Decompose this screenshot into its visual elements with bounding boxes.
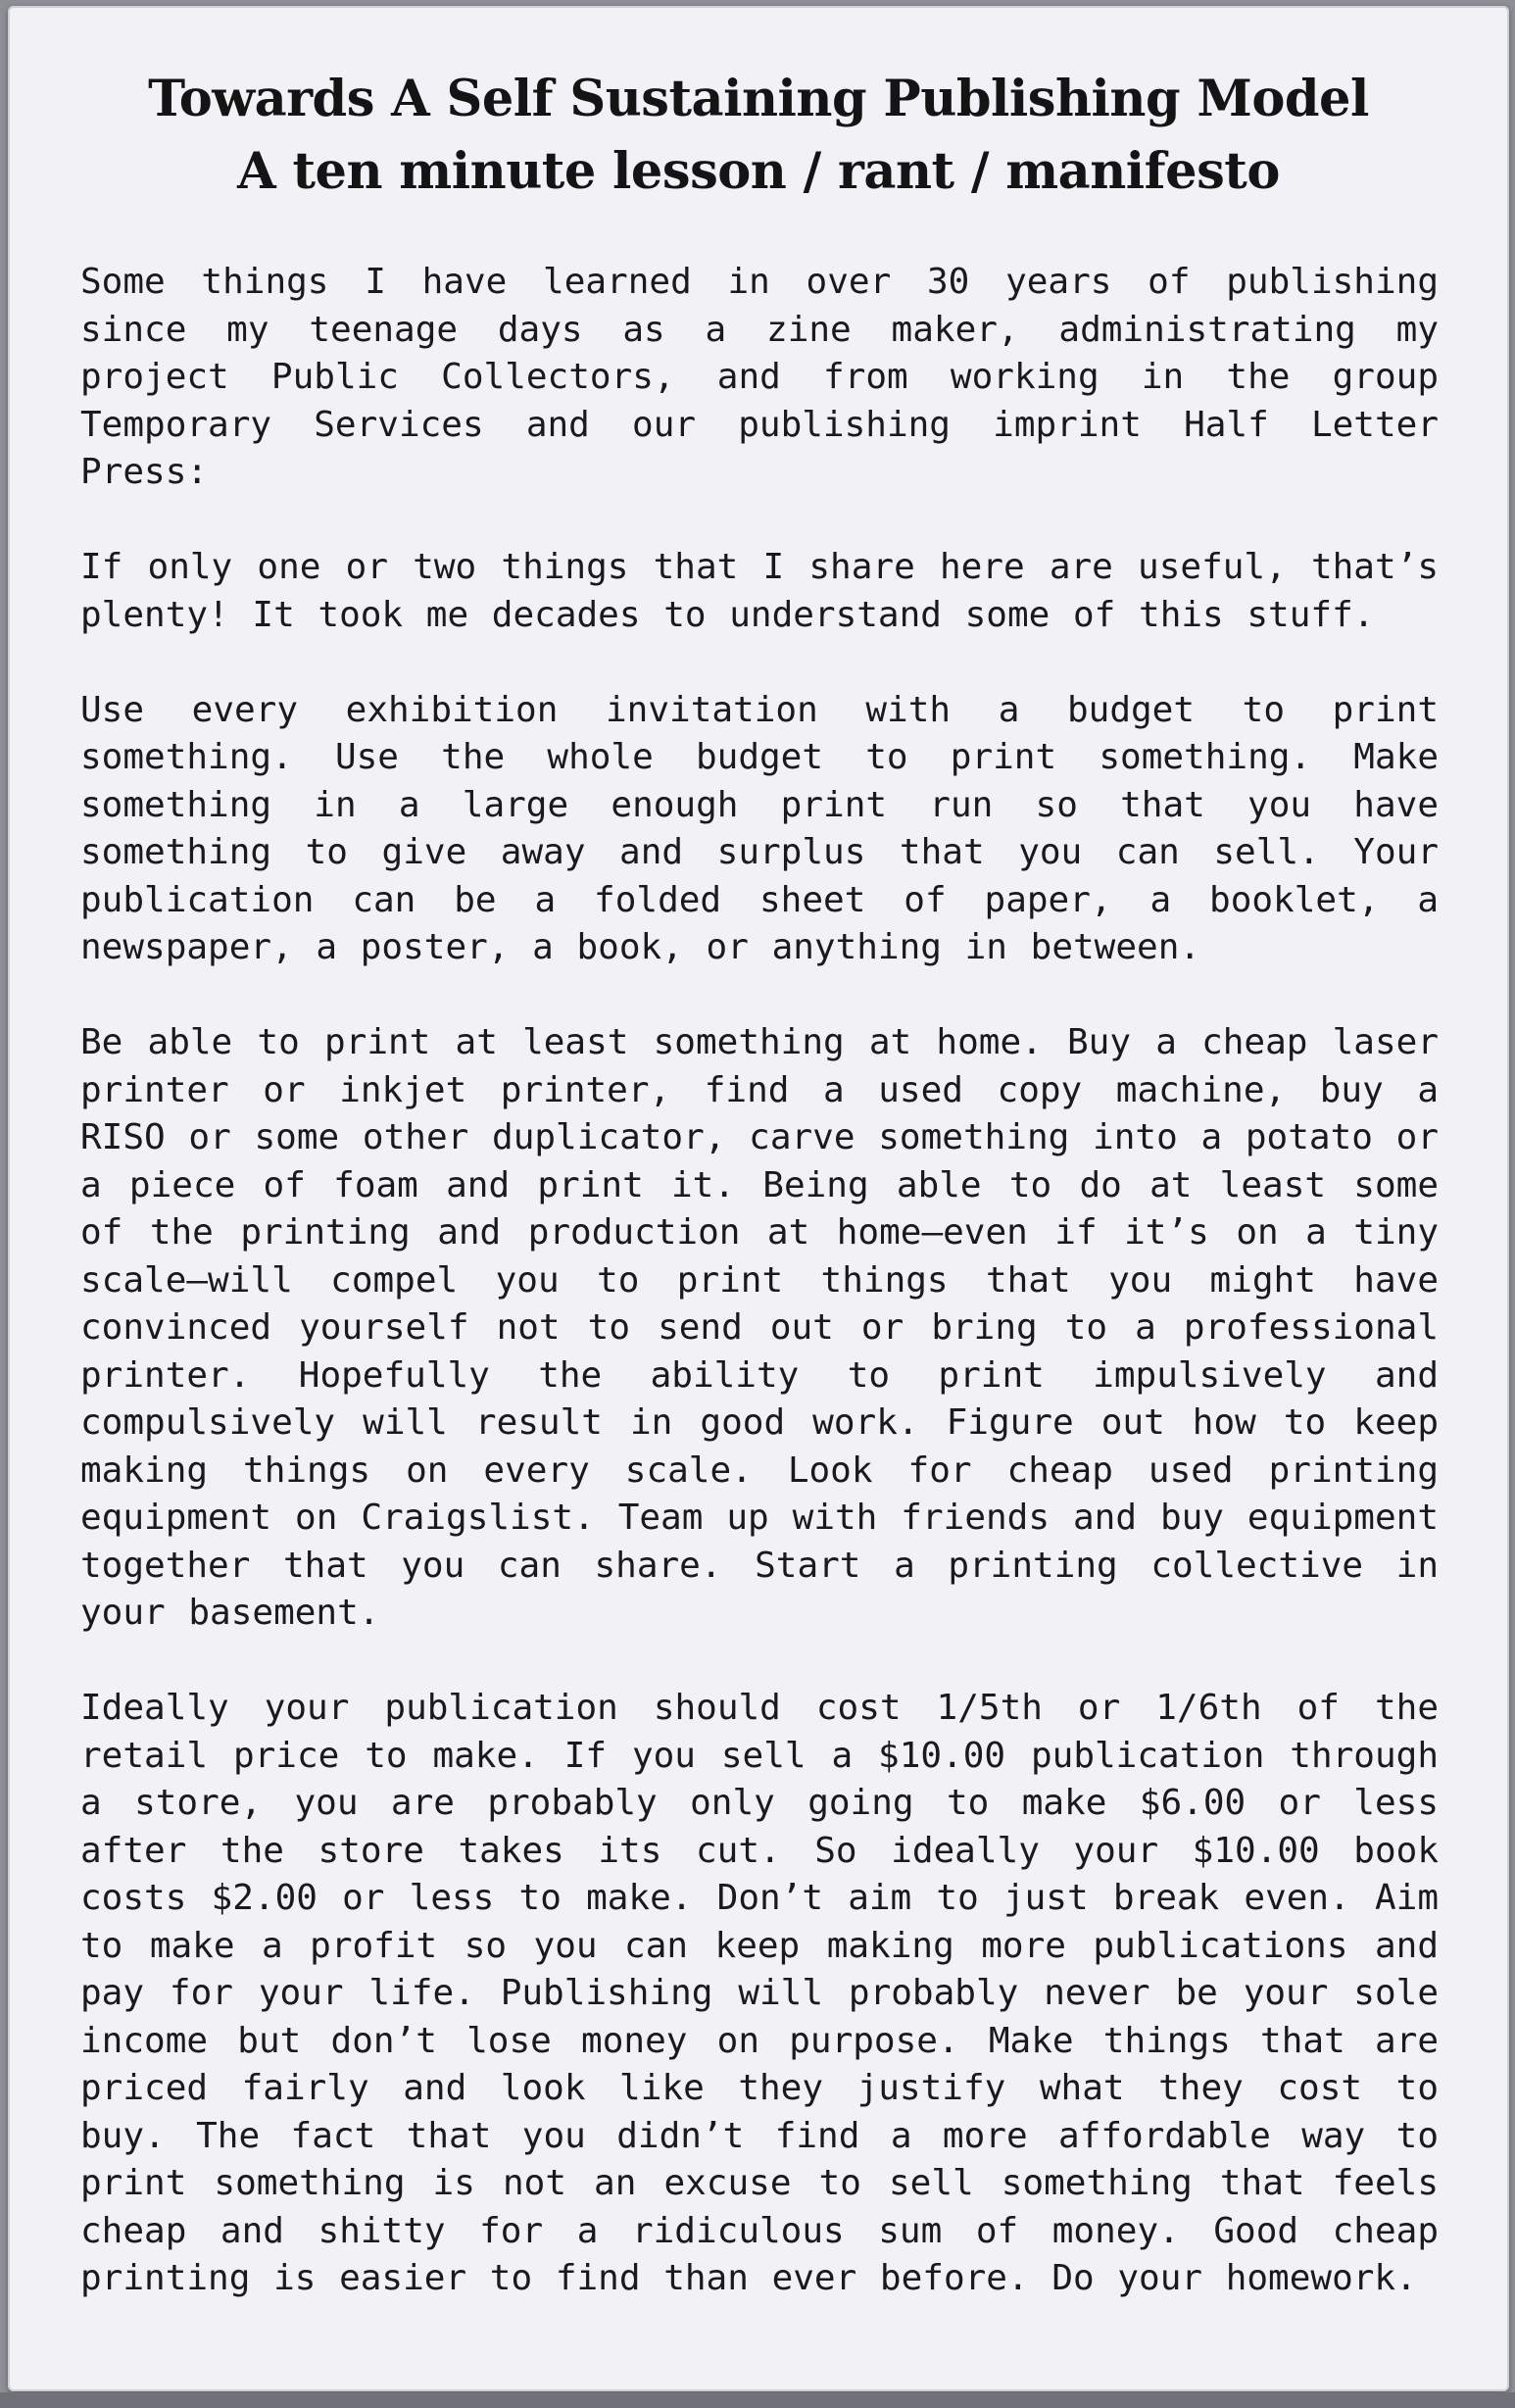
title-line-2: A ten minute lesson / rant / manifesto bbox=[237, 142, 1280, 201]
paragraph-intro: Some things I have learned in over 30 years of publishing since my teenage days as a zine maker, administrating my project Public Collectors, and from working in the group Temporary Services and our publishing imprint Half Letter Press: bbox=[80, 262, 1439, 492]
document-title bbox=[8, 63, 1509, 208]
paragraph-useful: If only one or two things that I share here are useful, that’s plenty! It took me decades to understand some of this stuff. bbox=[80, 547, 1439, 635]
paragraph-print-at-home: Be able to print at least something at home. Buy a cheap laser printer or inkjet printer, find a used copy machine, buy a RISO or some other duplicator, carve something into a potato or a piece of foam and print it. Being able to do at least some of the printing and production at home—even if it’s on a tiny scale—will compel you to print things that you might have convinced yourself not to send out or bring to a professional printer. Hopefully the ability to print impulsively and compulsively will result in good work. Figure out how to keep making things on every scale. Look for cheap used printing equipment on Craigslist. Team up with friends and buy equipment together that you can share. Start a printing collective in your basement. bbox=[80, 1022, 1439, 1633]
title-line-1: Towards A Self Sustaining Publishing Model bbox=[148, 70, 1369, 128]
printed-card bbox=[8, 6, 1509, 2391]
document-body bbox=[80, 259, 1439, 2350]
sheet-bottom-edge bbox=[0, 2392, 1515, 2408]
paragraph-pricing: Ideally your publication should cost 1/5th or 1/6th of the retail price to make. If you sell a $10.00 publication through a store, you are probably only going to make $6.00 or less after the store takes its cut. So ideally your $10.00 book costs $2.00 or less to make. Don’t aim to just break even. Aim to make a profit so you can keep making more publications and pay for your life. Publishing will probably never be your sole income but don’t lose money on purpose. Make things that are priced fairly and look like they justify what they cost to buy. The fact that you didn’t find a more affordable way to print something is not an excuse to sell something that feels cheap and shitty for a ridiculous sum of money. Good cheap printing is easier to find than ever before. Do your homework. bbox=[80, 1688, 1439, 2298]
paragraph-exhibition-budget: Use every exhibition invitation with a budget to print something. Use the whole budget to print something. Make something in a large enough print run so that you have something to give away and surplus that you can sell. Your publication can be a folded sheet of paper, a booklet, a newspaper, a poster, a book, or anything in between. bbox=[80, 689, 1439, 967]
